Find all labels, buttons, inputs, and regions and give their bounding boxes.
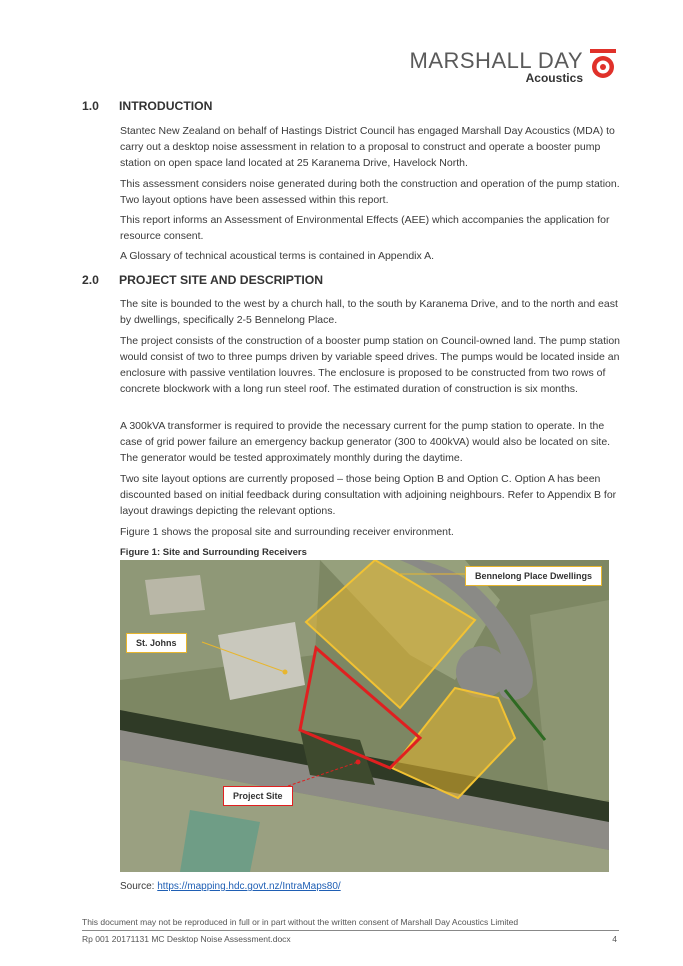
aerial-map-graphic — [120, 560, 609, 872]
section-1-heading — [82, 99, 212, 113]
paragraph: This report informs an Assessment of Environmental Effects (AEE) which accompanies the application for resource consent. — [120, 214, 610, 242]
footer-divider — [82, 930, 619, 931]
figure-caption: Figure 1: Site and Surrounding Receivers — [120, 547, 307, 558]
paragraph: Stantec New Zealand on behalf of Hastings District Council has engaged Marshall Day Acoustics (MDA) to carry out a desktop noise assessment in relation to a proposal to construct and operate a booster pump station on open space land located at 25 Karanema Drive, Havelock North. — [120, 125, 615, 169]
site-aerial-map — [120, 560, 609, 872]
callout-project-site: Project Site — [223, 786, 293, 806]
callout-st-johns: St. Johns — [126, 633, 187, 653]
logo-wordmark: MARSHALL DAY — [409, 48, 583, 73]
company-logo — [377, 42, 617, 92]
paragraph: The project consists of the construction of a booster pump station on Council-owned land. The pump station would consist of two to three pumps driven by variable speed drives. The pumps would be located inside an enclosure with passive ventilation louvres. The enclosure is proposed to be constructed from two rows of concrete blockwork with a long run steel roof. The estimated duration of construction is six months. — [120, 335, 621, 395]
page-number: 4 — [612, 934, 617, 944]
paragraph: The site is bounded to the west by a church hall, to the south by Karanema Drive, and to the north and east by dwellings, specifically 2-5 Bennelong Place. — [120, 298, 618, 326]
section-number: 1.0 — [82, 99, 99, 113]
copyright-notice: This document may not be reproduced in full or in part without the written consent of Marshall Day Acoustics Limited — [82, 917, 519, 927]
figure-source — [120, 881, 341, 892]
document-reference: Rp 001 20171131 MC Desktop Noise Assessment.docx — [82, 934, 291, 944]
section-title: PROJECT SITE AND DESCRIPTION — [119, 273, 324, 287]
callout-bennelong-dwellings: Bennelong Place Dwellings — [465, 566, 602, 586]
source-label: Source: — [120, 881, 158, 892]
paragraph: Two site layout options are currently proposed – those being Option B and Option C. Option A has been discounted based on initial feedback during consultation with adjoining neighbours. Refer to Appendix B for layout drawings depicting the relevant options. — [120, 473, 617, 517]
source-link[interactable]: https://mapping.hdc.govt.nz/IntraMaps80/ — [157, 881, 341, 892]
section-number: 2.0 — [82, 273, 99, 287]
paragraph: This assessment considers noise generated during both the construction and operation of the pump station. Two layout options have been assessed within this report. — [120, 178, 620, 206]
paragraph: A Glossary of technical acoustical terms is contained in Appendix A. — [120, 250, 435, 262]
logo-subtitle: Acoustics — [525, 71, 583, 85]
section-title: INTRODUCTION — [119, 99, 213, 113]
logo-mark-icon — [589, 48, 617, 80]
section-2-heading — [82, 273, 323, 287]
paragraph: A 300kVA transformer is required to provide the necessary current for the pump station to operate. In the case of grid power failure an emergency backup generator (300 to 400kVA) would also be located on site. The generator would be tested approximately monthly during the daytime. — [120, 420, 611, 464]
paragraph: Figure 1 shows the proposal site and surrounding receiver environment. — [120, 526, 454, 538]
